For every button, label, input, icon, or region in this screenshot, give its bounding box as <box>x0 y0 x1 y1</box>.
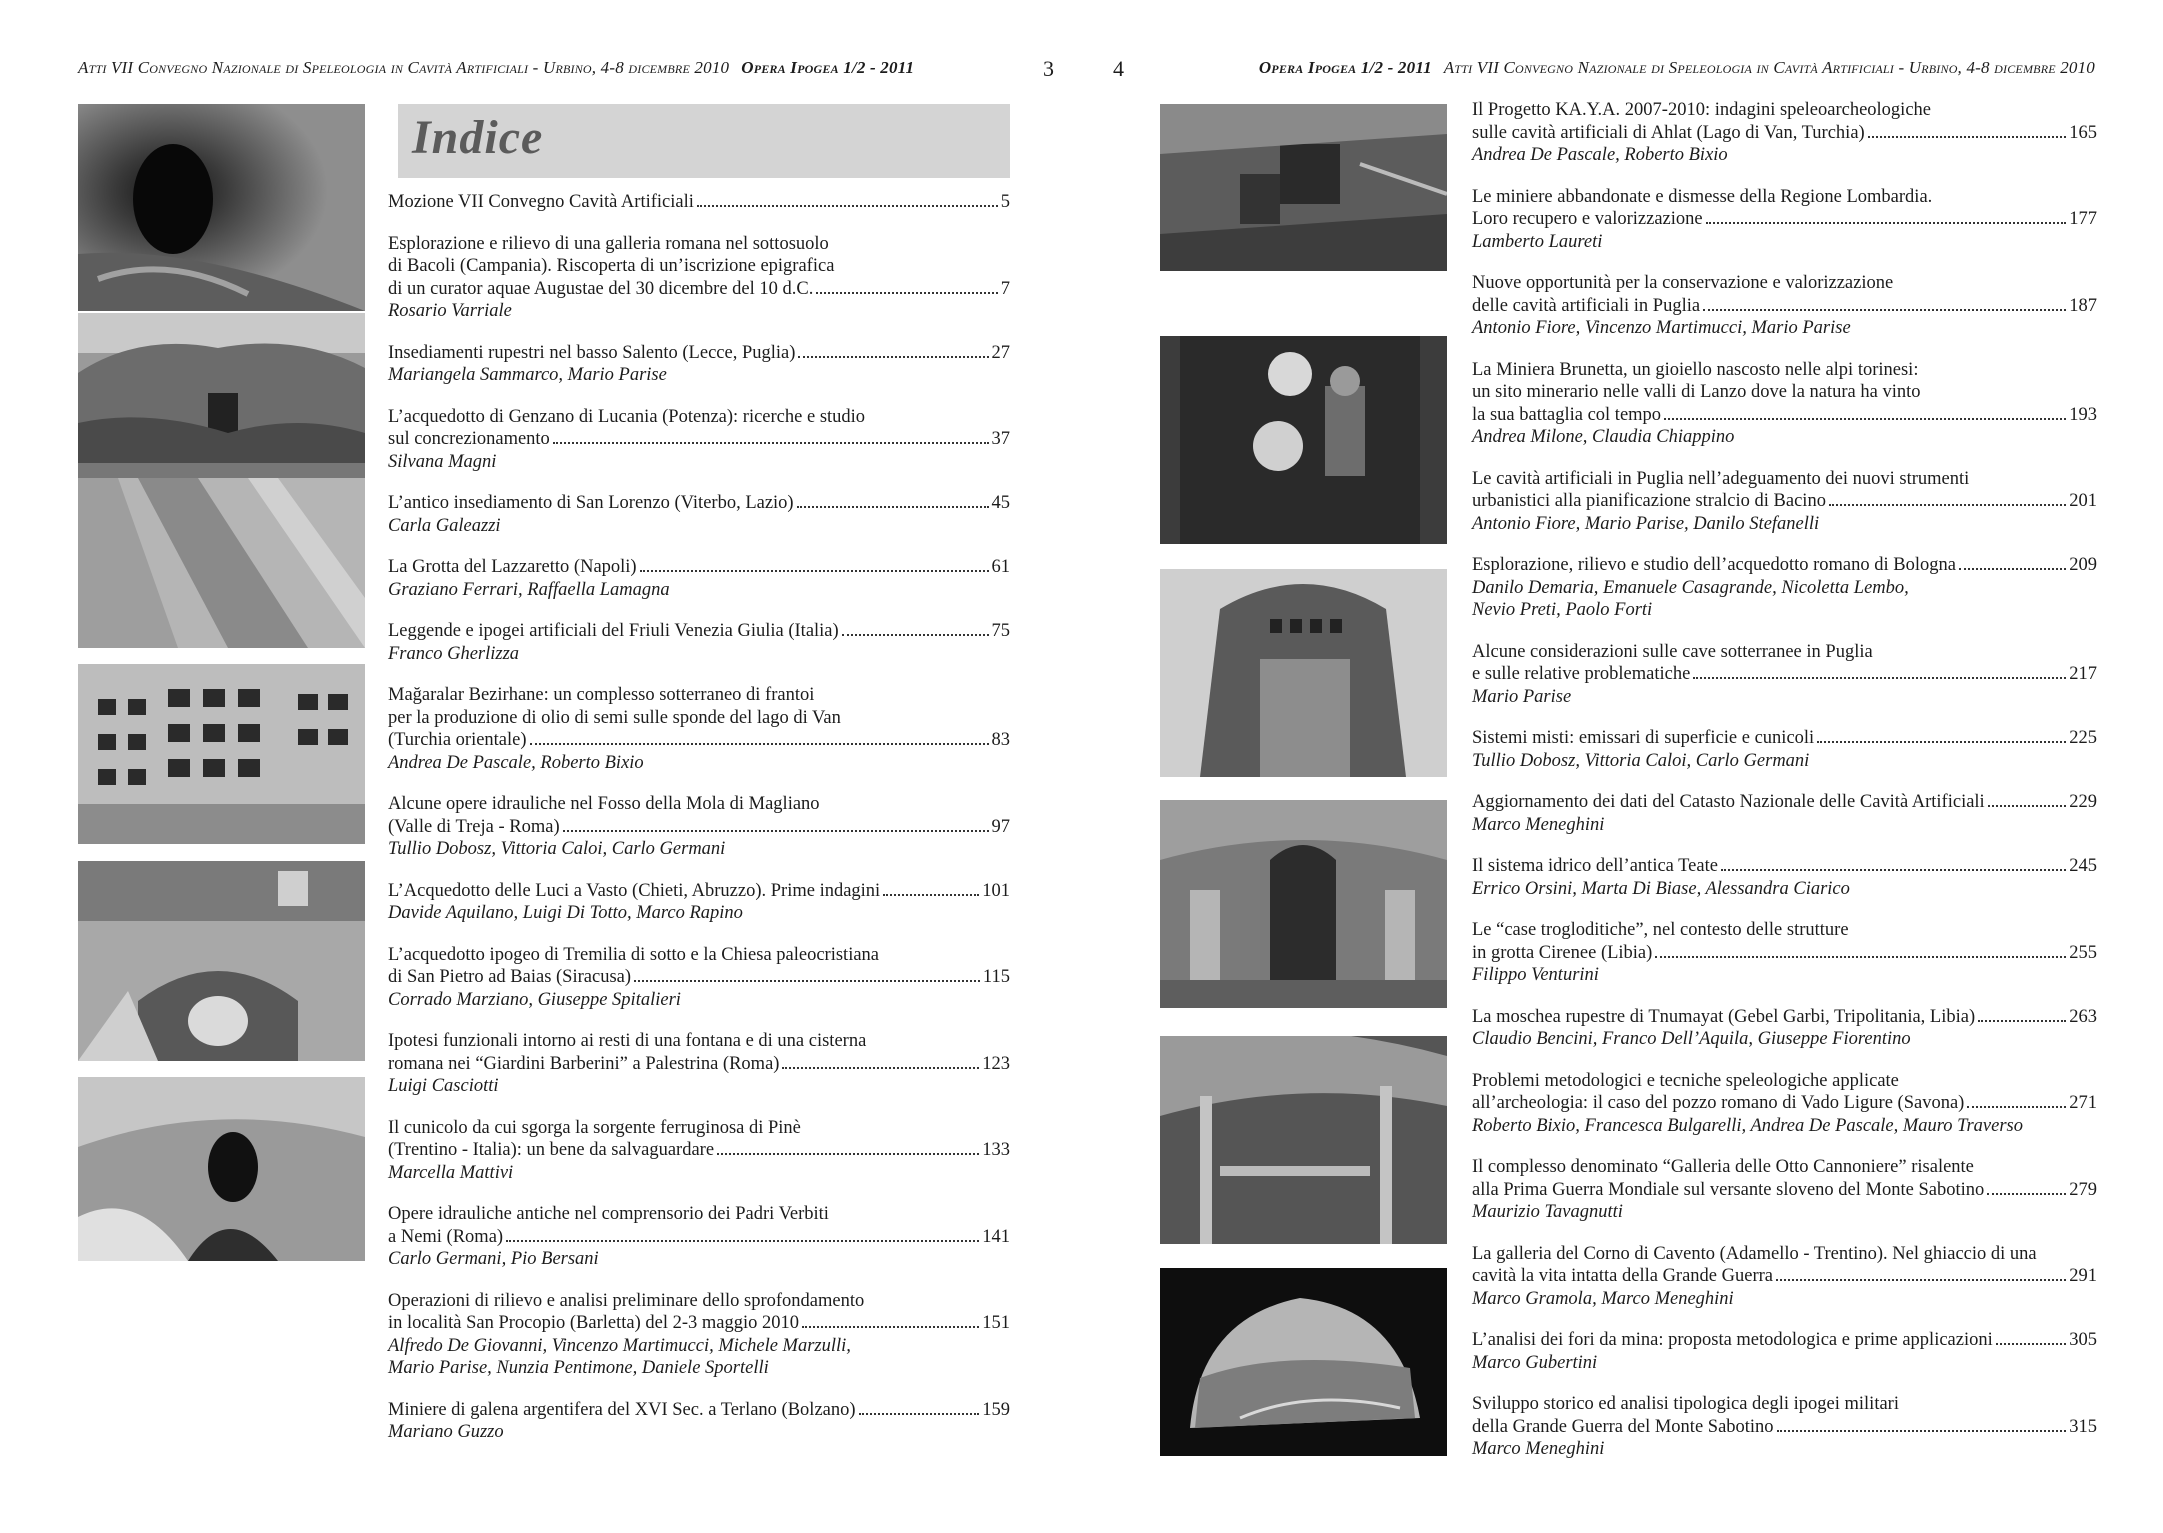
toc-entry-title-final-line <box>1472 1416 2097 1439</box>
photo-roman-gallery-tunnel <box>78 104 365 311</box>
toc-entry-title-final-line <box>1472 727 2097 750</box>
toc-page-number: 201 <box>2069 491 2097 511</box>
dot-leader <box>802 1326 979 1328</box>
toc-entry-authors: Carlo Germani, Pio Bersani <box>388 1249 599 1269</box>
toc-entry[interactable] <box>388 556 1010 601</box>
header-right-text: Atti VII Convegno Nazionale di Speleologia in Cavità Artificiali - Urbino, 4-8 dicembre 2010 <box>1443 58 2095 77</box>
toc-entry-title: urbanistici alla pianificazione stralcio di Bacino <box>1472 491 1826 511</box>
toc-entry-title-final-line <box>388 729 1010 752</box>
toc-entry-title: L’analisi dei fori da mina: proposta metodologica e prime applicazioni <box>1472 1330 1993 1350</box>
toc-entry-title-final-line <box>388 1312 1010 1335</box>
toc-page-number: 141 <box>982 1226 1010 1247</box>
dot-leader <box>883 894 979 896</box>
dot-leader <box>1988 805 2067 807</box>
toc-page-number: 177 <box>2069 209 2097 229</box>
toc-page-number: 193 <box>2069 404 2097 425</box>
toc-entry-title: Insediamenti rupestri nel basso Salento (Lecce, Puglia) <box>388 342 796 363</box>
toc-entry[interactable] <box>1472 1156 2097 1224</box>
indice-title-box <box>398 104 1010 178</box>
toc-entry-title: in località San Procopio (Barletta) del 2-3 maggio 2010 <box>388 1313 800 1333</box>
dot-leader <box>717 1153 979 1155</box>
toc-entry[interactable] <box>1472 1243 2097 1311</box>
toc-entry-title: Mozione VII Convegno Cavità Artificiali <box>388 192 694 212</box>
toc-entry-authors: Alfredo De Giovanni, Vincenzo Martimucci, Michele Marzulli, <box>388 1335 851 1356</box>
toc-entry-title-line: L’acquedotto ipogeo di Tremilia di sotto e la Chiesa paleocristiana <box>388 944 880 965</box>
toc-entry-title: di un curator aquae Augustae del 30 dicembre del 10 d.C. <box>388 278 814 299</box>
toc-entry-title-final-line <box>1472 490 2097 513</box>
photo-cave-niches <box>1160 569 1447 777</box>
toc-entry-title: Il sistema idrico dell’antica Teate <box>1472 856 1718 876</box>
toc-entry-title-final-line <box>1472 295 2097 318</box>
toc-entry-title: Loro recupero e valorizzazione <box>1472 209 1703 229</box>
toc-entry[interactable] <box>1472 1006 2097 1051</box>
toc-entry-title-final-line <box>1472 208 2097 231</box>
dot-leader <box>563 830 989 832</box>
toc-entry-title-final-line <box>1472 1329 2097 1352</box>
toc-entry-title: Esplorazione, rilievo e studio dell’acquedotto romano di Bologna <box>1472 555 1956 575</box>
toc-page-number: 279 <box>2069 1179 2097 1200</box>
toc-entry-title: delle cavità artificiali in Puglia <box>1472 295 1701 316</box>
toc-entry-title-final-line <box>388 428 1010 451</box>
toc-entry-title: La moschea rupestre di Tnumayat (Gebel Garbi, Tripolitania, Libia) <box>1472 1006 1976 1027</box>
toc-entry-authors: Tullio Dobosz, Vittoria Caloi, Carlo Germani <box>1472 750 1810 771</box>
toc-entry-title-final-line <box>388 1053 1010 1076</box>
dot-leader <box>1693 677 2066 679</box>
indice-title: Indice <box>412 111 544 164</box>
dot-leader <box>782 1067 979 1069</box>
toc-page-number: 45 <box>991 493 1010 513</box>
toc-entry-title: (Trentino - Italia): un bene da salvaguardare <box>388 1140 715 1160</box>
toc-entry-title: e sulle relative problematiche <box>1472 664 1691 684</box>
toc-entry-authors: Filippo Venturini <box>1472 965 1599 985</box>
photo-garden-fountain <box>78 861 365 1061</box>
toc-entry-title-final-line <box>1472 122 2097 145</box>
toc-entry[interactable] <box>1472 272 2097 340</box>
toc-page-number: 97 <box>991 816 1010 837</box>
toc-left-column <box>388 191 1010 1444</box>
toc-page-number: 305 <box>2069 1330 2097 1350</box>
toc-entry-title: di San Pietro ad Baias (Siracusa) <box>388 967 632 987</box>
toc-entry[interactable] <box>388 793 1010 861</box>
toc-entry-title-line: Alcune opere idrauliche nel Fosso della Mola di Magliano <box>388 794 820 814</box>
toc-page-number: 209 <box>2069 555 2097 575</box>
toc-entry[interactable] <box>388 880 1010 925</box>
toc-entry-title-line: Le “case trogloditiche”, nel contesto delle strutture <box>1472 920 1849 940</box>
dot-leader <box>1959 568 2066 570</box>
toc-entry-title-line: Il cunicolo da cui sgorga la sorgente ferruginosa di Pinè <box>388 1117 801 1138</box>
toc-page-number: 159 <box>982 1399 1010 1420</box>
toc-page-number: 271 <box>2069 1093 2097 1113</box>
toc-entry[interactable] <box>1472 99 2097 167</box>
toc-entry-title-final-line <box>1472 791 2097 814</box>
toc-entry-title: sul concrezionamento <box>388 429 550 449</box>
toc-entry[interactable] <box>388 342 1010 387</box>
toc-entry-title-line: Esplorazione e rilievo di una galleria romana nel sottosuolo <box>388 233 829 254</box>
toc-page-number: 133 <box>982 1140 1010 1160</box>
toc-entry-title: (Valle di Treja - Roma) <box>388 816 560 837</box>
running-header-right <box>1160 58 2095 98</box>
toc-entry-title-final-line <box>388 1399 1010 1422</box>
header-left-journal: Opera Ipogea 1/2 - 2011 <box>741 58 915 77</box>
toc-entry-title-final-line <box>1472 1179 2097 1202</box>
toc-page-number: 255 <box>2069 942 2097 963</box>
toc-entry-authors: Roberto Bixio, Francesca Bulgarelli, Andrea De Pascale, Mauro Traverso <box>1472 1115 2023 1136</box>
dot-leader <box>640 570 989 572</box>
toc-entry-authors: Silvana Magni <box>388 451 497 472</box>
toc-entry-title: della Grande Guerra del Monte Sabotino <box>1472 1416 1774 1437</box>
toc-entry-title-line: Le miniere abbandonate e dismesse della Regione Lombardia. <box>1472 186 1933 207</box>
toc-entry-authors: Mario Parise, Nunzia Pentimone, Daniele Sportelli <box>388 1358 769 1378</box>
toc-entry-title-line: Il Progetto KA.Y.A. 2007-2010: indagini speleoarcheologiche <box>1472 100 1931 120</box>
toc-page-number: 263 <box>2069 1006 2097 1027</box>
toc-entry[interactable] <box>388 1290 1010 1380</box>
toc-page-number: 229 <box>2069 792 2097 812</box>
toc-page-number: 165 <box>2069 122 2097 143</box>
dot-leader <box>1655 956 2066 958</box>
toc-entry-title-final-line <box>388 816 1010 839</box>
toc-entry-authors: Antonio Fiore, Vincenzo Martimucci, Mario Parise <box>1472 318 1851 338</box>
toc-entry-authors: Davide Aquilano, Luigi Di Totto, Marco Rapino <box>388 903 743 923</box>
toc-page-number: 225 <box>2069 728 2097 748</box>
toc-entry-authors: Andrea De Pascale, Roberto Bixio <box>1472 145 1728 165</box>
toc-entry-authors: Corrado Marziano, Giuseppe Spitalieri <box>388 989 681 1010</box>
dot-leader <box>1987 1193 2066 1195</box>
toc-entry-title-line: La galleria del Corno di Cavento (Adamello - Trentino). Nel ghiaccio di una <box>1472 1243 2037 1264</box>
dot-leader <box>553 442 989 444</box>
toc-entry-title: in grotta Cirenee (Libia) <box>1472 942 1653 963</box>
toc-entry[interactable] <box>388 233 1010 323</box>
toc-page-number: 151 <box>982 1313 1010 1333</box>
toc-entry[interactable] <box>388 492 1010 537</box>
dot-leader <box>634 980 980 982</box>
toc-entry-title: Miniere di galena argentifera del XVI Sec. a Terlano (Bolzano) <box>388 1399 856 1420</box>
toc-entry-title: sulle cavità artificiali di Ahlat (Lago di Van, Turchia) <box>1472 122 1865 143</box>
toc-entry-title-line: un sito minerario nelle valli di Lanzo dove la natura ha vinto <box>1472 382 1921 402</box>
dot-leader <box>697 205 998 207</box>
toc-entry[interactable] <box>388 1399 1010 1444</box>
toc-entry-authors: Maurizio Tavagnutti <box>1472 1202 1623 1222</box>
toc-entry[interactable] <box>388 1030 1010 1098</box>
toc-right-column <box>1472 99 2097 1461</box>
dot-leader <box>797 506 989 508</box>
toc-entry-title-line: Nuove opportunità per la conservazione e valorizzazione <box>1472 273 1894 293</box>
toc-entry-authors: Franco Gherlizza <box>388 643 520 664</box>
toc-entry-title-line: Opere idrauliche antiche nel comprensorio dei Padri Verbiti <box>388 1204 829 1224</box>
toc-entry[interactable] <box>1472 1070 2097 1138</box>
toc-entry-authors: Rosario Varriale <box>388 301 512 321</box>
toc-entry-authors: Tullio Dobosz, Vittoria Caloi, Carlo Germani <box>388 839 726 859</box>
toc-entry-title: la sua battaglia col tempo <box>1472 404 1662 425</box>
toc-entry-title: a Nemi (Roma) <box>388 1226 504 1247</box>
toc-page-number: 27 <box>991 342 1010 363</box>
toc-entry-title-final-line <box>388 556 1010 579</box>
toc-entry-authors: Nevio Preti, Paolo Forti <box>1472 600 1653 620</box>
toc-entry-title-line: Operazioni di rilievo e analisi preliminare dello sprofondamento <box>388 1290 865 1311</box>
header-right-journal: Opera Ipogea 1/2 - 2011 <box>1258 58 1432 77</box>
toc-entry-title-final-line <box>388 342 1010 365</box>
toc-page-number: 115 <box>982 967 1010 987</box>
toc-entry-title-final-line <box>1472 663 2097 686</box>
running-header-left <box>78 58 1010 98</box>
toc-entry[interactable] <box>388 944 1010 1012</box>
toc-page-number: 75 <box>991 621 1010 641</box>
toc-entry-title: cavità la vita intatta della Grande Guerra <box>1472 1266 1773 1286</box>
toc-entry-title: romana nei “Giardini Barberini” a Palestrina (Roma) <box>388 1053 780 1074</box>
toc-page-number: 245 <box>2069 856 2097 876</box>
toc-entry[interactable] <box>388 1117 1010 1185</box>
toc-entry[interactable] <box>1472 1329 2097 1374</box>
toc-entry-authors: Andrea Milone, Claudia Chiappino <box>1472 427 1735 447</box>
photo-miner-with-balloons <box>1160 336 1447 544</box>
toc-entry-title-line: L’acquedotto di Genzano di Lucania (Potenza): ricerche e studio <box>388 406 866 427</box>
toc-entry-title: Leggende e ipogei artificiali del Friuli Venezia Giulia (Italia) <box>388 621 839 641</box>
toc-entry-authors: Luigi Casciotti <box>388 1076 499 1096</box>
toc-entry[interactable] <box>1472 919 2097 987</box>
toc-entry-title-final-line <box>388 1226 1010 1249</box>
toc-page-number: 187 <box>2069 295 2097 316</box>
toc-entry[interactable] <box>388 1203 1010 1271</box>
toc-entry-authors: Mariangela Sammarco, Mario Parise <box>388 365 667 385</box>
toc-entry-authors: Andrea De Pascale, Roberto Bixio <box>388 752 644 773</box>
dot-leader <box>506 1240 979 1242</box>
toc-entry[interactable] <box>388 620 1010 665</box>
dot-leader <box>1664 418 2066 420</box>
toc-entry[interactable] <box>388 406 1010 474</box>
toc-entry-authors: Marco Meneghini <box>1472 814 1605 835</box>
toc-entry-authors: Marco Gramola, Marco Meneghini <box>1472 1288 1734 1309</box>
header-left-text: Atti VII Convegno Nazionale di Speleologia in Cavità Artificiali - Urbino, 4-8 dicembre 2010 <box>78 58 730 77</box>
dot-leader <box>1829 504 2066 506</box>
toc-entry-title-final-line <box>1472 942 2097 965</box>
toc-entry-title: L’Acquedotto delle Luci a Vasto (Chieti, Abruzzo). Prime indagini <box>388 880 881 901</box>
toc-entry-authors: Errico Orsini, Marta Di Biase, Alessandra Ciarico <box>1472 878 1850 899</box>
photo-tunnel-entrance <box>78 1077 365 1261</box>
toc-page-number: 61 <box>991 557 1010 577</box>
toc-entry-title: alla Prima Guerra Mondiale sul versante sloveno del Monte Sabotino <box>1472 1179 1985 1200</box>
toc-page-number: 315 <box>2069 1416 2097 1437</box>
dot-leader <box>1776 1279 2066 1281</box>
dot-leader <box>1817 741 2066 743</box>
photo-rock-church-interior <box>1160 800 1447 1008</box>
toc-entry-title-final-line <box>1472 1006 2097 1029</box>
dot-leader <box>1967 1106 2066 1108</box>
toc-entry-authors: Marco Meneghini <box>1472 1439 1605 1459</box>
toc-entry[interactable] <box>1472 791 2097 836</box>
photo-columbarium-niches <box>78 664 365 844</box>
toc-page-number: 123 <box>982 1053 1010 1074</box>
toc-entry-title: all’archeologia: il caso del pozzo romano di Vado Ligure (Savona) <box>1472 1093 1965 1113</box>
dot-leader <box>1777 1430 2067 1432</box>
toc-entry-authors: Marco Gubertini <box>1472 1352 1598 1373</box>
toc-page-number: 217 <box>2069 664 2097 684</box>
toc-entry-title-line: Il complesso denominato “Galleria delle Otto Cannoniere” risalente <box>1472 1157 1974 1177</box>
toc-entry-title: (Turchia orientale) <box>388 730 527 750</box>
toc-entry-title: Aggiornamento dei dati del Catasto Nazionale delle Cavità Artificiali <box>1472 792 1985 812</box>
photo-military-gallery <box>1160 1036 1447 1244</box>
photo-carved-channel <box>78 478 365 648</box>
photo-mine-wagons <box>1160 104 1447 271</box>
toc-entry-authors: Antonio Fiore, Mario Parise, Danilo Stefanelli <box>1472 513 1820 534</box>
toc-entry-title-final-line <box>1472 1092 2097 1115</box>
toc-entry-title-line: per la produzione di olio di semi sulle sponde del lago di Van <box>388 707 841 728</box>
dot-leader <box>798 356 988 358</box>
toc-page-number: 291 <box>2069 1266 2097 1286</box>
toc-entry-title-line: Ipotesi funzionali intorno ai resti di una fontana e di una cisterna <box>388 1031 867 1051</box>
toc-page-number: 5 <box>1000 192 1010 212</box>
toc-entry[interactable] <box>1472 1393 2097 1461</box>
toc-entry-authors: Mario Parise <box>1472 686 1572 707</box>
dot-leader <box>1721 869 2066 871</box>
dot-leader <box>1703 309 2066 311</box>
dot-leader <box>859 1413 980 1415</box>
toc-page-number: 101 <box>982 880 1010 901</box>
toc-entry-authors: Claudio Bencini, Franco Dell’Aquila, Giuseppe Fiorentino <box>1472 1029 1911 1049</box>
toc-entry[interactable] <box>388 684 1010 774</box>
dot-leader <box>530 743 989 745</box>
toc-entry-title-final-line <box>388 620 1010 643</box>
toc-page-number: 7 <box>1000 278 1010 299</box>
dot-leader <box>1996 1343 2066 1345</box>
toc-entry-authors: Marcella Mattivi <box>388 1162 514 1183</box>
toc-page-number: 83 <box>991 730 1010 750</box>
toc-entry-title-final-line <box>1472 404 2097 427</box>
toc-entry-title-line: Le cavità artificiali in Puglia nell’adeguamento dei nuovi strumenti <box>1472 468 1970 489</box>
toc-entry[interactable] <box>1472 727 2097 772</box>
toc-entry-title-final-line <box>388 880 1010 903</box>
toc-entry-title-line: Mağaralar Bezirhane: un complesso sotterraneo di frantoi <box>388 685 815 705</box>
toc-page-number: 37 <box>991 429 1010 449</box>
toc-entry[interactable] <box>388 191 1010 214</box>
dot-leader <box>1978 1020 2066 1022</box>
toc-entry-authors: Danilo Demaria, Emanuele Casagrande, Nicoletta Lembo, <box>1472 577 1909 598</box>
toc-entry-title-final-line <box>1472 1265 2097 1288</box>
toc-entry-title-final-line <box>388 1139 1010 1162</box>
toc-entry[interactable] <box>1472 554 2097 622</box>
dot-leader <box>1868 136 2067 138</box>
toc-entry-authors: Carla Galeazzi <box>388 515 501 536</box>
dot-leader <box>842 634 989 636</box>
toc-entry-title-final-line <box>388 191 1010 214</box>
toc-entry[interactable] <box>1472 186 2097 254</box>
toc-entry-title-final-line <box>1472 554 2097 577</box>
toc-entry-title: La Grotta del Lazzaretto (Napoli) <box>388 557 637 577</box>
toc-entry[interactable] <box>1472 855 2097 900</box>
toc-entry-title-final-line <box>388 278 1010 301</box>
page-number-left: 3 <box>1043 56 1054 81</box>
toc-entry-authors: Mariano Guzzo <box>388 1422 504 1442</box>
toc-entry-title-final-line <box>388 492 1010 515</box>
toc-entry[interactable] <box>1472 468 2097 536</box>
toc-entry-title-line: di Bacoli (Campania). Riscoperta di un’iscrizione epigrafica <box>388 256 835 276</box>
dot-leader <box>816 292 997 294</box>
toc-entry-title-line: La Miniera Brunetta, un gioiello nascosto nelle alpi torinesi: <box>1472 359 1919 380</box>
toc-entry-title-line: Problemi metodologici e tecniche speleologiche applicate <box>1472 1070 1899 1091</box>
toc-entry-title-line: Sviluppo storico ed analisi tipologica degli ipogei militari <box>1472 1394 1899 1414</box>
toc-entry-title-line: Alcune considerazioni sulle cave sotterranee in Puglia <box>1472 641 1873 662</box>
toc-entry-authors: Graziano Ferrari, Raffaella Lamagna <box>388 579 670 600</box>
photo-cave-mouth-valley <box>1160 1268 1447 1456</box>
toc-entry[interactable] <box>1472 641 2097 709</box>
toc-entry-title-final-line <box>1472 855 2097 878</box>
page-number-right: 4 <box>1113 56 1124 81</box>
toc-entry-title-final-line <box>388 966 1010 989</box>
toc-entry[interactable] <box>1472 359 2097 449</box>
dot-leader <box>1706 222 2067 224</box>
toc-entry-title: L’antico insediamento di San Lorenzo (Viterbo, Lazio) <box>388 493 794 513</box>
toc-entry-title: Sistemi misti: emissari di superficie e cunicoli <box>1472 728 1815 748</box>
toc-entry-authors: Lamberto Laureti <box>1472 231 1603 252</box>
